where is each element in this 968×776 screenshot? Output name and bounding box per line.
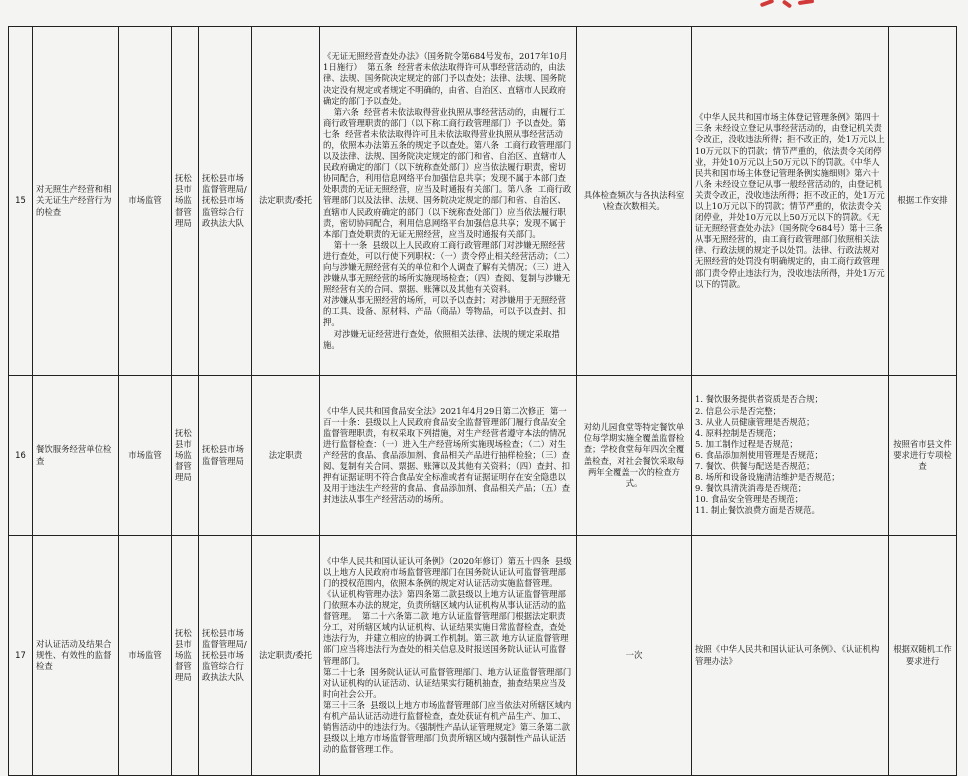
legal-basis: 《中华人民共和国认证认可条例》（2020年修订）第五十四条 县级以上地方人民政府市场监督管理部门在国务院认证认可监督管理部门的授权范围内，依照本条例的规定对认证活动实施监督管理。 《认证机构管理办法》第四条第二款县级以上地方认证监督管理部门依照本办法的规定，负责所辖区域内认证机构从事认证活动的监督管理。 第二十六条第二款 地方认证监督管理部门根据法定职责分工，对所辖区域内认证机构、认证结果实施日常监督检查，查处违法行为，并建立相应的协调工作机制。第三款 地方认证监督管理部门应当将违法行为查处的相关信息及时报送国务院认证认可监督管理部门。 第二十七条 国务院认证认可监督管理部门、地方认证监督管理部门对认证机构的认证活动、认证结果实行随机抽查，抽查结果应当及时向社会公开。 第三十三条 县级以上地方市场监督管理部门应当依法对所辖区域内有机产品认证活动进行监督检查，查处获证有机产品生产、加工、销售活动中的违法行为。《强制性产品认证管理规定》第三条第二款县级以上地方市场监督管理部门负责所辖区域内强制性产品认证活动的监督管理工作。 xyxy=(320,536,577,776)
note: 根据双随机工作要求进行 xyxy=(889,536,957,776)
duty-type: 法定职责/委托 xyxy=(252,536,320,776)
table-row xyxy=(9,27,957,376)
table-row xyxy=(9,536,957,776)
inspection-item: 对无照生产经营和相关无证生产经营行为的检查 xyxy=(33,27,119,376)
implementing-org: 抚松县市场监督管理局/抚松县市场监管综合行政执法大队 xyxy=(199,27,252,376)
row-number: 16 xyxy=(9,376,33,536)
penalty-content: 1. 餐饮服务提供者资质是否合规； 2. 信息公示是否完整； 3. 从业人员健康管理是否规范； 4. 原料控制是否规范； 5. 加工制作过程是否规范； 6. 食品添加剂使用管理是否规范； 7. 餐饮、供餐与配送是否规范； 8. 场所和设备设施清洁维护是否规范； 9. 餐饮具清洗消毒是否规范； 10. 食品安全管理是否规范； 11. 制止餐饮浪费方面是否规范。 xyxy=(692,376,889,536)
inspection-method: 对幼儿园食堂等特定餐饮单位每学期实施全覆盖监督检查；学校食堂每年四次全覆盖检查，对社会餐饮采取每两年全覆盖一次的检查方式。 xyxy=(577,376,692,536)
duty-type: 法定职责/委托 xyxy=(252,27,320,376)
department: 市场监管 xyxy=(119,376,172,536)
inspection-method: 一次 xyxy=(577,536,692,776)
implementing-org: 抚松县市场监督管理局 xyxy=(199,376,252,536)
note: 根据工作安排 xyxy=(889,27,957,376)
inspection-table xyxy=(8,26,957,776)
legal-basis: 《中华人民共和国食品安全法》2021年4月29日第二次修正 第一百一十条：县级以上人民政府食品安全监督管理部门履行食品安全监督管理职责，有权采取下列措施，对生产经营者遵守本法的情况进行监督检查：（一）进入生产经营场所实施现场检查；（二）对生产经营的食品、食品添加剂、食品相关产品进行抽样检验；（三）查阅、复制有关合同、票据、账簿以及其他有关资料；（四）查封、扣押有证据证明不符合食品安全标准或者有证据证明存在安全隐患以及用于违法生产经营的食品、食品添加剂、食品相关产品；（五）查封违法从事生产经营活动的场所。 xyxy=(320,376,577,536)
red-ink-mark xyxy=(758,0,818,8)
implementing-org: 抚松县市场监督管理局/抚松县市场监管综合行政执法大队 xyxy=(199,536,252,776)
row-number: 15 xyxy=(9,27,33,376)
duty-type: 法定职责 xyxy=(252,376,320,536)
department: 市场监管 xyxy=(119,536,172,776)
note: 按照省市县文件要求进行专项检查 xyxy=(889,376,957,536)
inspection-item: 对认证活动及结果合规性、有效性的监督检查 xyxy=(33,536,119,776)
inspection-subject: 抚松县市场监督管理局 xyxy=(172,27,199,376)
inspection-subject: 抚松县市场监督管理局 xyxy=(172,536,199,776)
inspection-method: 具体检查频次与各执法科室\检查次数相关。 xyxy=(577,27,692,376)
legal-basis: 《无证无照经营查处办法》（国务院令第684号发布，2017年10月1日施行） 第五条 经营者未依法取得许可从事经营活动的，由法律、法规、国务院决定规定的部门予以查处；法律、法规、国务院决定没有规定或者规定不明确的，由省、自治区、直辖市人民政府确定的部门予以查处。 第六条 经营者未依法取得营业执照从事经营活动的，由履行工商行政管理职责的部门（以下称工商行政管理部门）予以查处。第七条 经营者未依法取得许可且未依法取得营业执照从事经营活动的，依照本办法第五条的规定予以查处。第八条 工商行政管理部门以及法律、法规、国务院决定规定的部门和省、自治区、直辖市人民政府确定的部门（以下统称查处部门）应当依法履行职责，密切协同配合，利用信息网络平台加强信息共享；发现不属于本部门查处职责的无证无照经营，应当及时通报有关部门。第八条 工商行政管理部门以及法律、法规、国务院决定规定的部门和省、自治区、直辖市人民政府确定的部门（以下统称查处部门）应当依法履行职责，密切协同配合，利用信息网络平台加强信息共享；发现不属于本部门查处职责的无证无照经营，应当及时通报有关部门。 第十一条 县级以上人民政府工商行政管理部门对涉嫌无照经营进行查处，可以行使下列职权：（一）责令停止相关经营活动；（二）向与涉嫌无照经营有关的单位和个人调查了解有关情况；（三）进入涉嫌从事无照经营的场所实施现场检查；（四）查阅、复制与涉嫌无照经营有关的合同、票据、账簿以及其他有关资料。 对涉嫌从事无照经营的场所，可以予以查封；对涉嫌用于无照经营的工具、设备、原材料、产品（商品）等物品，可以予以查封、扣押。 对涉嫌无证经营进行查处，依照相关法律、法规的规定采取措施。 xyxy=(320,27,577,376)
department: 市场监管 xyxy=(119,27,172,376)
row-number: 17 xyxy=(9,536,33,776)
penalty-content: 《中华人民共和国市场主体登记管理条例》第四十三条 未经设立登记从事经营活动的，由登记机关责令改正，没收违法所得；拒不改正的，处1万元以上10万元以下的罚款；情节严重的，依法责令关闭停业，并处10万元以上50万元以下的罚款。《中华人民共和国市场主体登记管理条例实施细则》第六十八条 未经设立登记从事一般经营活动的，由登记机关责令改正，没收违法所得；拒不改正的，处1万元以上10万元以下的罚款；情节严重的，依法责令关闭停业，并处10万元以上50万元以下的罚款。《无证无照经营查处办法》（国务院令684号）第十三条 从事无照经营的，由工商行政管理部门依照相关法律、行政法规的规定予以处罚。法律、行政法规对无照经营的处罚没有明确规定的，由工商行政管理部门责令停止违法行为，没收违法所得，并处1万元以下的罚款。 xyxy=(692,27,889,376)
table-row xyxy=(9,376,957,536)
penalty-content: 按照《中华人民共和国认证认可条例》、《认证机构管理办法》 xyxy=(692,536,889,776)
inspection-subject: 抚松县市场监督管理局 xyxy=(172,376,199,536)
inspection-item: 餐饮服务经营单位检查 xyxy=(33,376,119,536)
